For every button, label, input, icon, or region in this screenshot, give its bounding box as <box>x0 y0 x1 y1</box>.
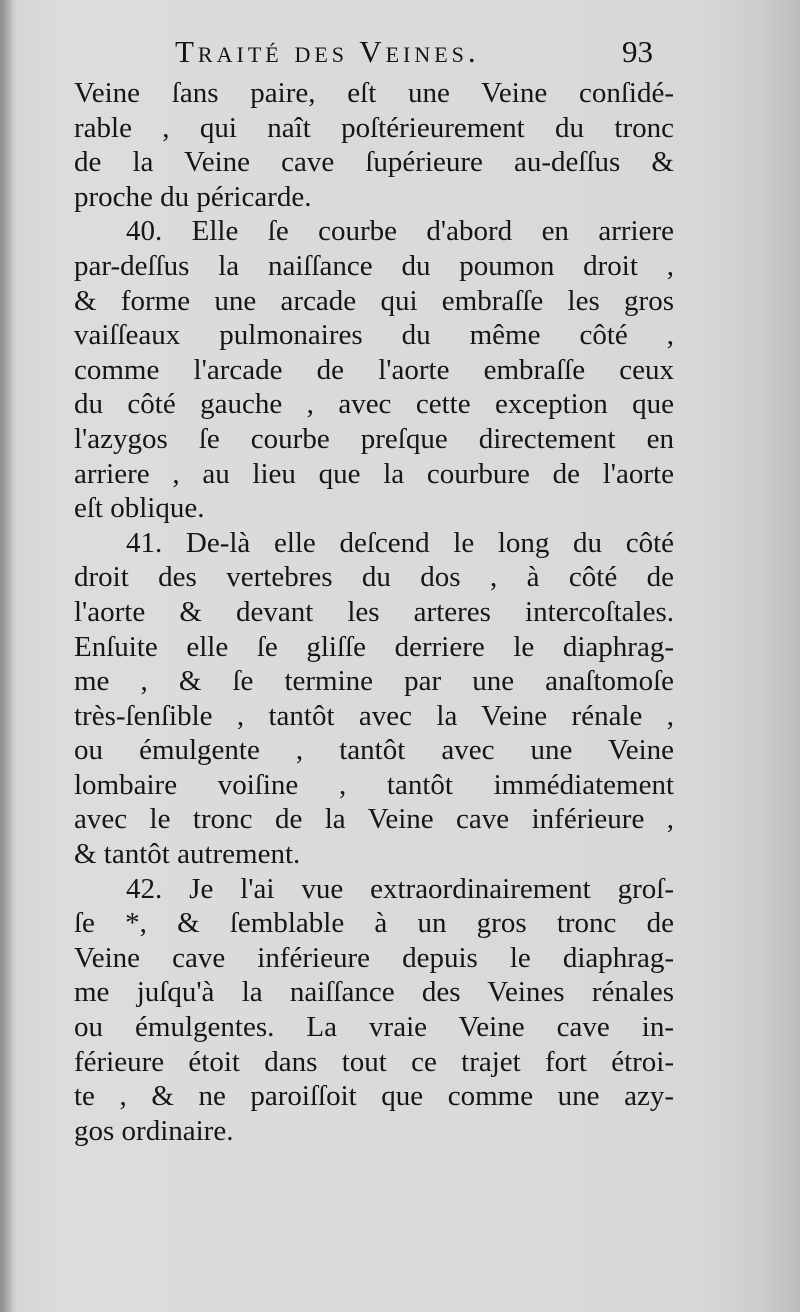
text-line: très-ſenſible , tantôt avec la Veine rénale , <box>74 699 674 732</box>
text-line: Veine cave inférieure depuis le diaphrag- <box>74 941 674 974</box>
text-line: par-deſſus la naiſſance du poumon droit , <box>74 249 674 282</box>
text-line: me , & ſe termine par une anaſtomoſe <box>74 665 674 698</box>
paragraph-41-first-line: 41. De-là elle deſcend le long du côté <box>126 526 674 559</box>
text-line: ſe *, & ſemblable à un gros tronc de <box>74 907 674 940</box>
text-line: vaiſſeaux pulmonaires du même côté , <box>74 319 674 352</box>
text-line: gos ordinaire. <box>74 1114 234 1147</box>
running-title: Traité des Veines. <box>175 34 480 69</box>
text-line: férieure étoit dans tout ce trajet fort étroi- <box>74 1045 674 1078</box>
text-line: avec le tronc de la Veine cave inférieure , <box>74 803 674 836</box>
text-line: & tantôt autrement. <box>74 838 301 871</box>
paragraph-40-first-line: 40. Elle ſe courbe d'abord en arriere <box>126 215 674 248</box>
paragraph-42-first-line: 42. Je l'ai vue extraordinairement groſ- <box>126 872 674 905</box>
text-line: me juſqu'à la naiſſance des Veines rénales <box>74 976 674 1009</box>
text-line: lombaire voiſine , tantôt immédiatement <box>74 768 674 801</box>
text-line: du côté gauche , avec cette exception que <box>74 388 674 421</box>
text-line: ou émulgentes. La vraie Veine cave in- <box>74 1011 674 1044</box>
text-line: eſt oblique. <box>74 492 205 525</box>
text-line: Enſuite elle ſe gliſſe derriere le diaphrag- <box>74 630 674 663</box>
body-text <box>74 76 674 1148</box>
text-line: droit des vertebres du dos , à côté de <box>74 561 674 594</box>
text-line: ou émulgente , tantôt avec une Veine <box>74 734 674 767</box>
text-line: de la Veine cave ſupérieure au-deſſus & <box>74 146 674 179</box>
text-line: comme l'arcade de l'aorte embraſſe ceux <box>74 353 674 386</box>
text-line: arriere , au lieu que la courbure de l'aorte <box>74 457 674 490</box>
text-line: te , & ne paroiſſoit que comme une azy- <box>74 1080 674 1113</box>
text-line: rable , qui naît poſtérieurement du tronc <box>74 111 674 144</box>
page-number: 93 <box>622 34 653 69</box>
running-head <box>0 30 800 74</box>
text-line: Veine ſans paire, eſt une Veine conſidé- <box>74 77 674 109</box>
text-line: l'azygos ſe courbe preſque directement en <box>74 422 674 455</box>
text-line: proche du péricarde. <box>74 180 312 213</box>
text-line: & forme une arcade qui embraſſe les gros <box>74 284 674 317</box>
text-line: l'aorte & devant les arteres intercoſtales. <box>74 595 674 628</box>
page-edge-shadow <box>0 0 14 1312</box>
